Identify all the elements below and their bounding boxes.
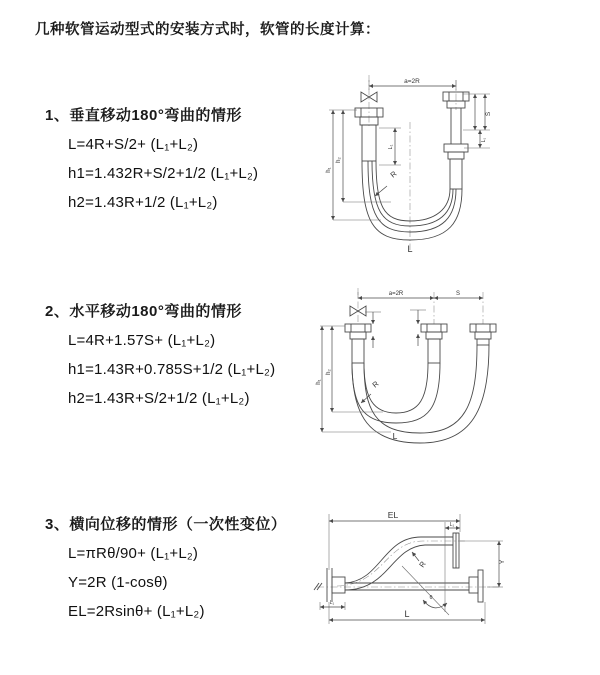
hose-drawing — [345, 324, 496, 443]
length-label: L — [392, 431, 398, 441]
formula-line: h1=1.432R+S/2+1/2 (L₁+L₂) — [68, 165, 259, 182]
formula-line: EL=2Rsinθ+ (L₁+L₂) — [68, 603, 205, 620]
dim-label-a2r: a=2R — [388, 291, 404, 297]
dim-label-l1-bottom: L₁ — [329, 600, 335, 606]
dim-label-l1-top: L₁ — [449, 522, 455, 528]
section-3-heading: 3、横向位移的情形（一次性变位） — [45, 516, 287, 533]
dim-label-l1-right: L₁ — [481, 137, 487, 143]
dim-label-s: S — [485, 111, 492, 117]
dim-label-a2r: a=2R — [404, 78, 420, 85]
hose-drawing — [355, 92, 469, 240]
formula-line: L=4R+1.57S+ (L₁+L₂) — [68, 332, 216, 349]
dim-label-h1: h₁ — [316, 379, 322, 385]
diagram-horizontal-180-bend — [311, 284, 591, 456]
dim-label-y: Y — [499, 559, 506, 565]
centerlines — [317, 541, 499, 587]
radius-label: R — [388, 169, 399, 180]
formula-line: L=4R+S/2+ (L₁+L₂) — [68, 136, 199, 153]
centerlines — [358, 288, 483, 324]
formula-line: h2=1.43R+S/2+1/2 (L₁+L₂) — [68, 390, 250, 407]
dim-label-h2: h₂ — [326, 369, 332, 375]
dimension-lines — [320, 514, 503, 624]
page-title: 几种软管运动型式的安装方式时，软管的长度计算： — [35, 22, 380, 38]
section-2-heading: 2、水平移动180°弯曲的情形 — [45, 303, 242, 320]
dim-label-s: S — [455, 291, 461, 297]
section-1-heading: 1、垂直移动180°弯曲的情形 — [45, 107, 242, 124]
dim-label-h1: h₁ — [326, 167, 332, 173]
hose-drawing — [314, 533, 483, 602]
radius-label: R — [370, 379, 381, 390]
formula-line: h2=1.43R+1/2 (L₁+L₂) — [68, 194, 218, 211]
angle-label: θ — [429, 595, 433, 601]
formula-line: h1=1.43R+0.785S+1/2 (L₁+L₂) — [68, 361, 276, 378]
radius-label: R — [417, 559, 428, 570]
dim-label-l1-left: L₁ — [388, 144, 394, 150]
dim-label-el: EL — [387, 510, 399, 520]
length-label: L — [404, 609, 410, 619]
dim-label-h2: h₂ — [336, 157, 342, 163]
dimension-lines — [320, 292, 483, 432]
length-label: L — [407, 244, 413, 254]
diagram-vertical-180-bend — [311, 70, 591, 258]
diagram-lateral-displacement — [303, 502, 595, 654]
formula-line: L=πRθ/90+ (L₁+L₂) — [68, 545, 199, 562]
formula-line: Y=2R (1-cosθ) — [68, 574, 168, 591]
